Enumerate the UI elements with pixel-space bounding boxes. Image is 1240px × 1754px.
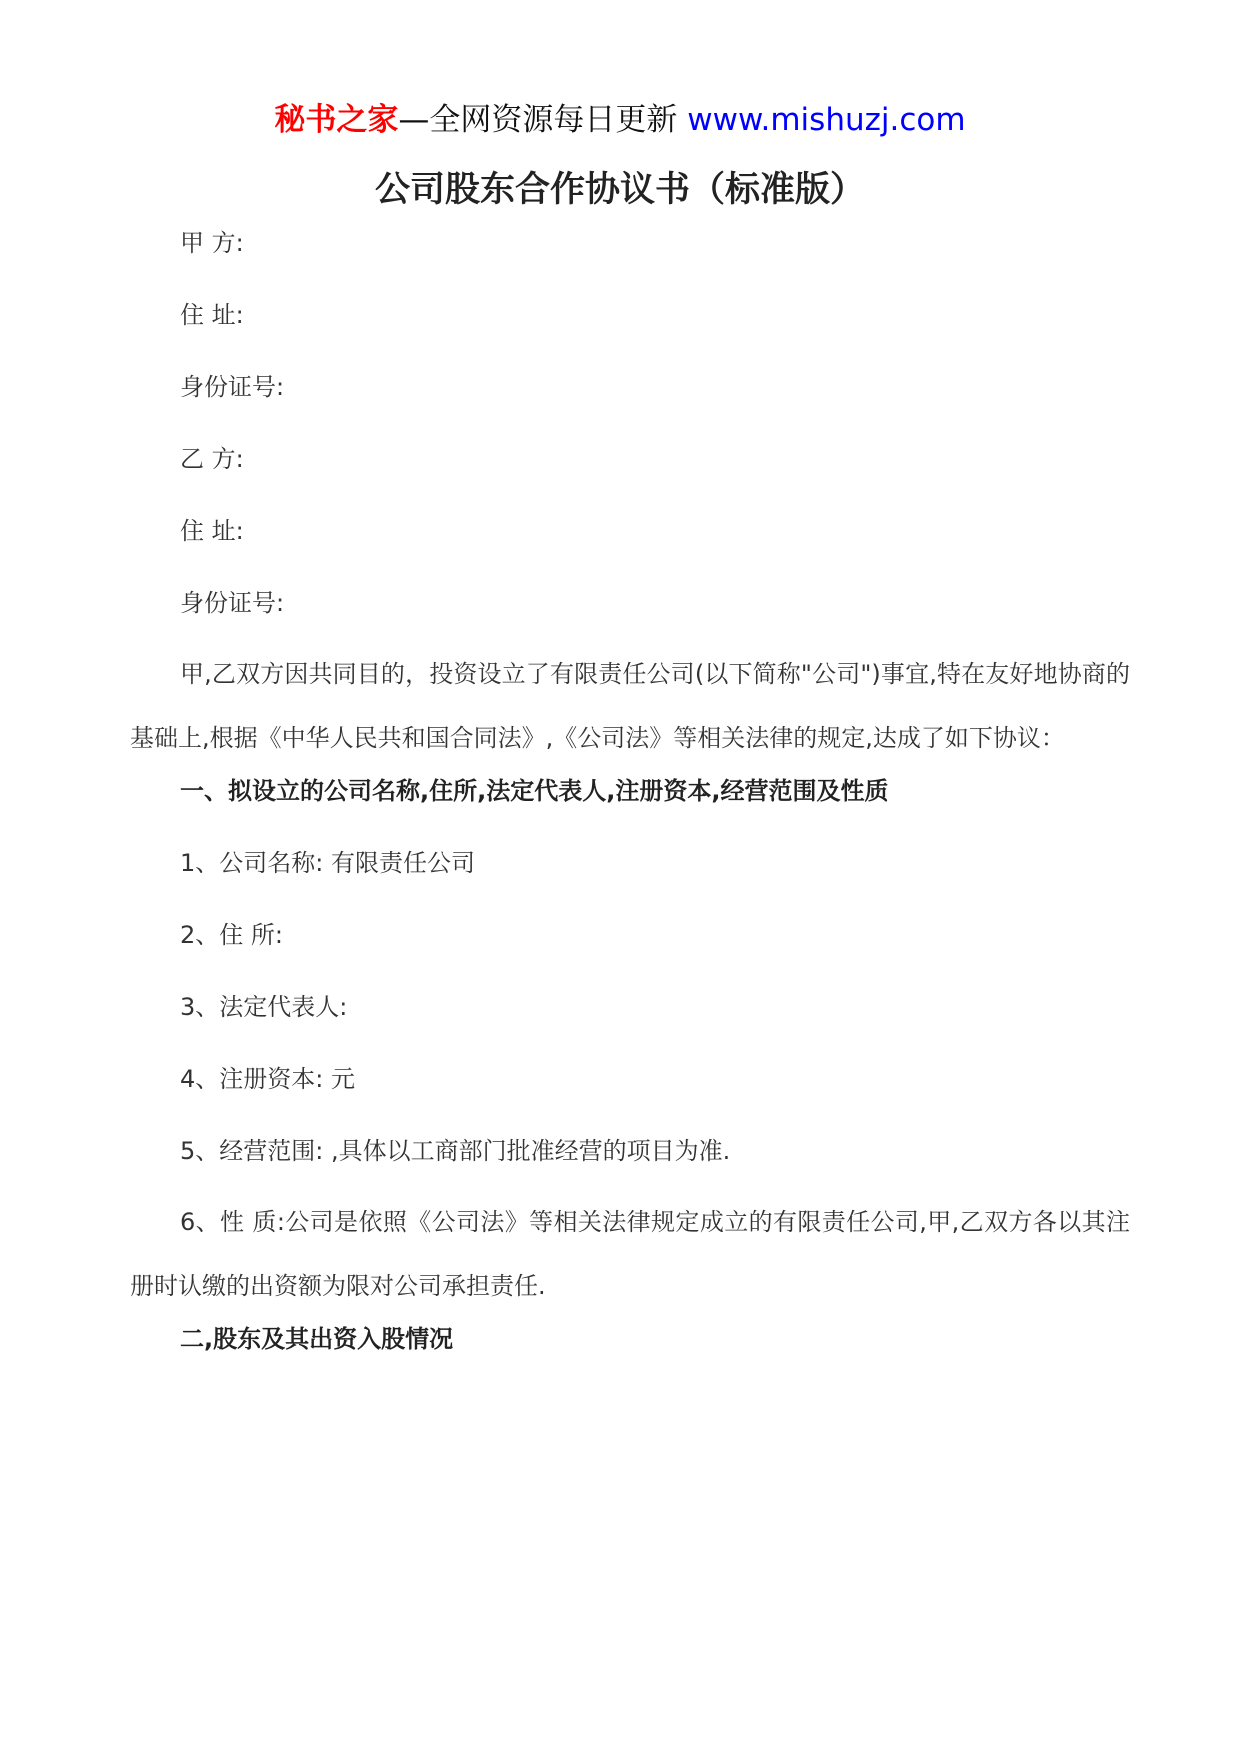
site-banner [0,100,1240,140]
party-a-address-field: 住 址: [180,301,244,329]
section-1-heading: 一、拟设立的公司名称,住所,法定代表人,注册资本,经营范围及性质 [180,777,889,805]
company-address-item: 2、住 所: [180,921,283,949]
party-b-name-field: 乙 方: [180,445,244,473]
party-a-id-field: 身份证号: [180,373,285,401]
document-title: 公司股东合作协议书（标准版） [374,170,865,210]
party-b-id-field: 身份证号: [180,589,285,617]
intro-paragraph: 甲,乙双方因共同目的，投资设立了有限责任公司(以下简称"公司")事宜,特在友好地协商的基础上,根据《中华人民共和国合同法》,《公司法》等相关法律的规定,达成了如下协议： [130,660,1130,752]
section-2-heading: 二,股东及其出资入股情况 [180,1325,454,1353]
party-b-address-field: 住 址: [180,517,244,545]
brand-name: 秘书之家 [274,102,399,138]
banner-slogan: —全网资源每日更新 [398,102,678,138]
business-scope-item: 5、经营范围: ,具体以工商部门批准经营的项目为准. [180,1137,731,1165]
company-nature-item: 6、性 质:公司是依照《公司法》等相关法律规定成立的有限责任公司,甲,乙双方各以其注册时认缴的出资额为限对公司承担责任. [130,1208,1130,1300]
legal-representative-item: 3、法定代表人: [180,993,348,1021]
site-url-link[interactable]: www.mishuzj.com [687,102,966,138]
party-a-name-field: 甲 方: [180,229,244,257]
company-name-item: 1、公司名称: 有限责任公司 [180,849,475,877]
registered-capital-item: 4、注册资本: 元 [180,1065,355,1093]
